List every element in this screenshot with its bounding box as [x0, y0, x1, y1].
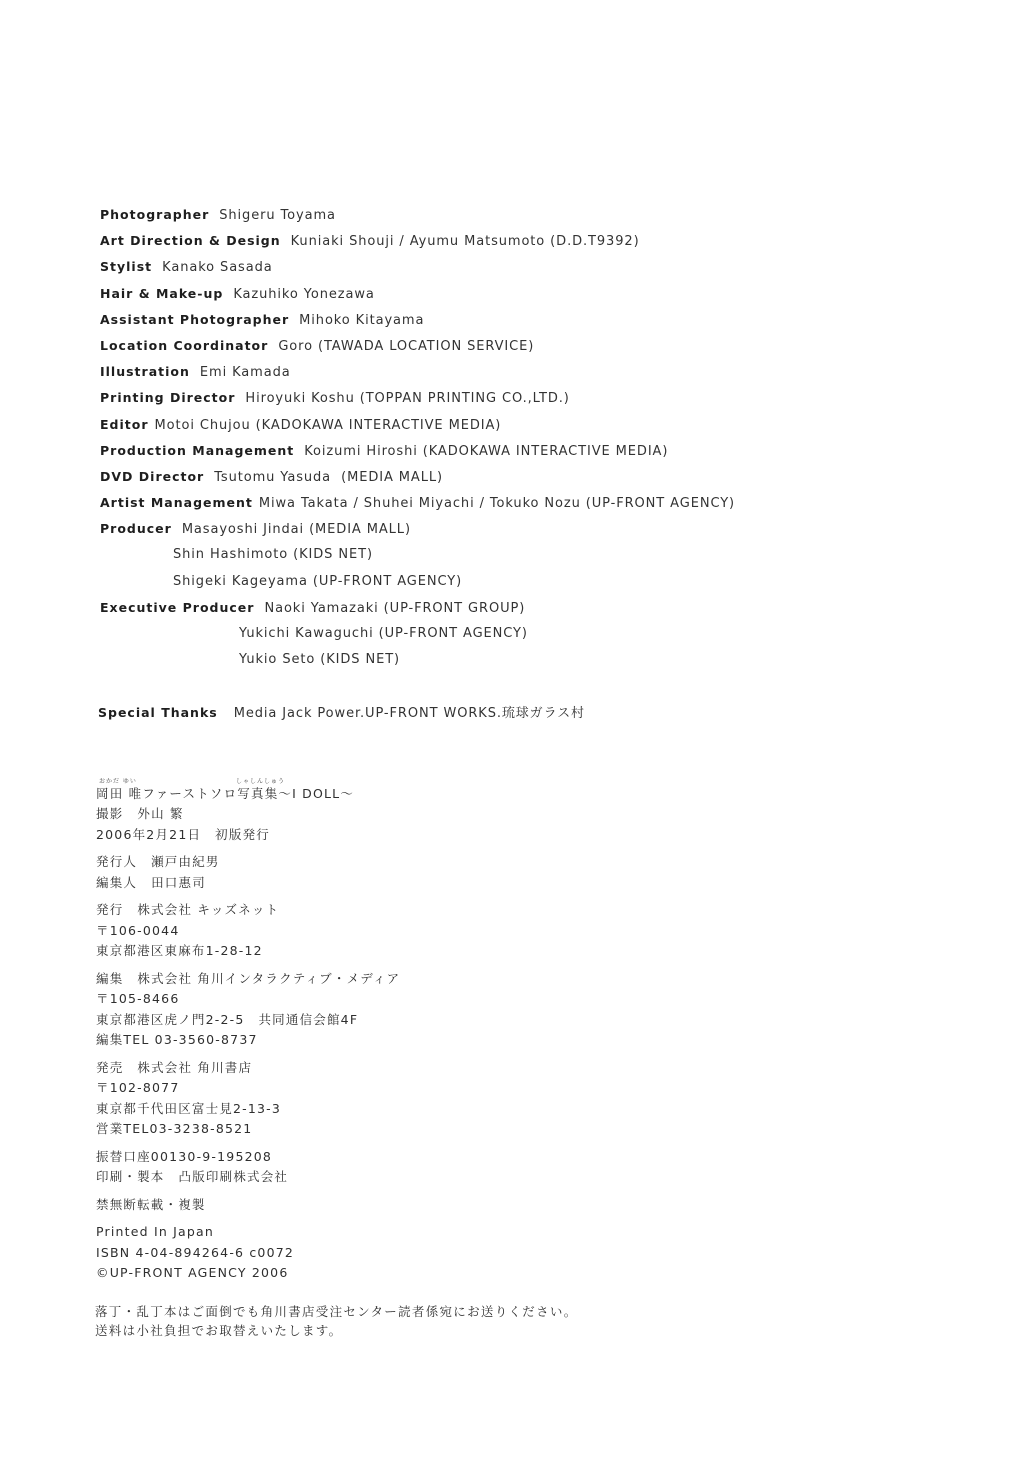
credit-executive-producer-2 — [100, 624, 860, 650]
sale-company-line — [96, 1058, 696, 1079]
credit-value: Miwa Takata / Shuhei Miyachi / Tokuko Nozu (UP-FRONT AGENCY) — [258, 496, 736, 512]
photo-label: 撮影 — [96, 806, 124, 821]
edit-address-line — [96, 1010, 696, 1031]
credit-illustration — [100, 362, 860, 388]
editor-name: 田口惠司 — [151, 874, 206, 890]
replacement-notice — [95, 1302, 578, 1340]
sale-company: 株式会社 角川書店 — [137, 1059, 253, 1075]
credit-production-management — [100, 441, 860, 467]
credit-hair-makeup — [100, 284, 860, 310]
credit-label: Location Coordinator — [100, 337, 269, 353]
sale-tel: 営業TEL03-3238-8521 — [96, 1121, 253, 1136]
printing-line — [96, 1167, 696, 1188]
transfer-account: 振替口座00130-9-195208 — [96, 1148, 273, 1164]
credit-label: Producer — [100, 521, 172, 537]
credit-value: Goro (TAWADA LOCATION SERVICE) — [278, 338, 535, 354]
credit-value: Kazuhiko Yonezawa — [233, 286, 375, 302]
prohibition-notice: 禁無断転載・複製 — [96, 1196, 206, 1212]
credit-stylist — [100, 257, 860, 283]
credit-artist-management — [100, 493, 860, 519]
credit-value: Masayoshi Jindai (MEDIA MALL) — [181, 522, 411, 538]
edit-zip: 〒105-8466 — [96, 991, 180, 1006]
edit-company-line — [96, 969, 696, 990]
issuer-zip: 〒106-0044 — [96, 922, 180, 938]
special-thanks-value: Media Jack Power.UP-FRONT WORKS.琉球ガラス村 — [233, 706, 585, 721]
publish-date: 2006年2月21日 — [96, 826, 202, 842]
date-line — [96, 825, 696, 846]
publisher-name: 瀬戸由紀男 — [151, 854, 220, 869]
credit-value: Emi Kamada — [199, 365, 291, 381]
edit-address: 東京都港区虎ノ門2-2-5 — [96, 1011, 245, 1027]
credit-value: Koizumi Hiroshi (KADOKAWA INTERACTIVE MEDIA) — [304, 443, 669, 459]
credit-producer-2 — [100, 545, 860, 571]
credit-art-direction — [100, 231, 860, 257]
credit-value: Shin Hashimoto (KIDS NET) — [173, 547, 373, 563]
edit-company: 株式会社 角川インタラクティブ・メディア — [137, 970, 401, 986]
notice-line-2: 送料は小社負担でお取替えいたします。 — [95, 1323, 343, 1338]
credit-label: Stylist — [100, 259, 153, 275]
credit-value: Kuniaki Shouji / Ayumu Matsumoto (D.D.T9392) — [290, 234, 640, 250]
notice-line-1: 落丁・乱丁本はご面倒でも角川書店受注センター読者係宛にお送りください。 — [95, 1304, 578, 1319]
credit-value: Yukichi Kawaguchi (UP-FRONT AGENCY) — [239, 626, 528, 641]
credit-value: Motoi Chujou (KADOKAWA INTERACTIVE MEDIA) — [154, 417, 502, 433]
editor-line — [96, 873, 696, 894]
special-thanks — [98, 703, 585, 724]
special-thanks-label: Special Thanks — [98, 705, 218, 720]
sale-zip: 〒102-8077 — [96, 1080, 180, 1095]
colophon — [96, 776, 696, 1284]
credit-assistant-photographer — [100, 310, 860, 336]
credit-label: Hair & Make-up — [100, 285, 224, 301]
credit-label: Art Direction & Design — [100, 233, 281, 249]
print-label: 印刷・製本 — [96, 1169, 165, 1184]
credit-label: Assistant Photographer — [100, 311, 290, 327]
edit-label: 編集 — [96, 970, 124, 986]
photo-credit-line — [96, 804, 696, 825]
credit-photographer — [100, 205, 860, 231]
credit-value: Yukio Seto (KIDS NET) — [239, 652, 401, 668]
sale-label: 発売 — [96, 1059, 124, 1075]
credit-label: DVD Director — [100, 468, 205, 484]
credit-label: Artist Management — [100, 495, 253, 511]
photo-name: 外山 繁 — [137, 806, 184, 821]
credit-producer — [100, 519, 860, 545]
credit-executive-producer — [100, 598, 860, 624]
credit-executive-producer-3 — [100, 650, 860, 676]
credit-label: Editor — [100, 416, 149, 432]
credit-value: Shigeru Toyama — [219, 208, 336, 223]
credit-label: Photographer — [100, 207, 210, 222]
credit-location-coordinator — [100, 336, 860, 362]
publisher-label: 発行人 — [96, 854, 138, 869]
publisher-line — [96, 852, 696, 873]
sale-address: 東京都千代田区富士見2-13-3 — [96, 1100, 282, 1116]
edition-text: 初版発行 — [215, 826, 270, 842]
issue-label: 発行 — [96, 902, 124, 917]
credit-value: Mihoko Kitayama — [299, 312, 425, 328]
issue-company: 株式会社 キッズネット — [137, 902, 280, 917]
book-title-block — [96, 776, 696, 802]
credit-value: Naoki Yamazaki (UP-FRONT GROUP) — [264, 600, 526, 616]
edit-tel: 編集TEL 03-3560-8737 — [96, 1032, 258, 1047]
credit-value: Tsutomu Yasuda (MEDIA MALL) — [214, 469, 443, 485]
copyright: ©UP-FRONT AGENCY 2006 — [96, 1265, 289, 1280]
credit-label: Printing Director — [100, 390, 236, 406]
book-title: 岡田 唯ファーストソロ写真集〜I DOLL〜 — [96, 786, 355, 801]
credit-value: Shigeki Kageyama (UP-FRONT AGENCY) — [173, 573, 463, 589]
ruby-name: おかだ ゆい — [99, 778, 137, 785]
credit-value: Hiroyuki Koshu (TOPPAN PRINTING CO.,LTD.) — [245, 391, 570, 407]
credit-label: Executive Producer — [100, 599, 255, 615]
issuer-address: 東京都港区東麻布1-28-12 — [96, 943, 263, 958]
issuer-line — [96, 900, 696, 921]
credit-producer-3 — [100, 572, 860, 598]
staff-credits — [100, 205, 860, 676]
print-company: 凸版印刷株式会社 — [178, 1169, 289, 1184]
ruby-title: しゃしんしゅう — [236, 778, 286, 785]
isbn: ISBN 4-04-894264-6 c0072 — [96, 1244, 295, 1260]
credit-label: Illustration — [100, 364, 190, 380]
editor-label: 編集人 — [96, 874, 138, 890]
credit-printing-director — [100, 388, 860, 414]
credit-editor — [100, 415, 860, 441]
credit-label: Production Management — [100, 442, 295, 458]
printed-in: Printed In Japan — [96, 1224, 214, 1239]
credit-dvd-director — [100, 467, 860, 493]
edit-building: 共同通信会館4F — [258, 1011, 359, 1027]
credit-value: Kanako Sasada — [162, 260, 273, 276]
